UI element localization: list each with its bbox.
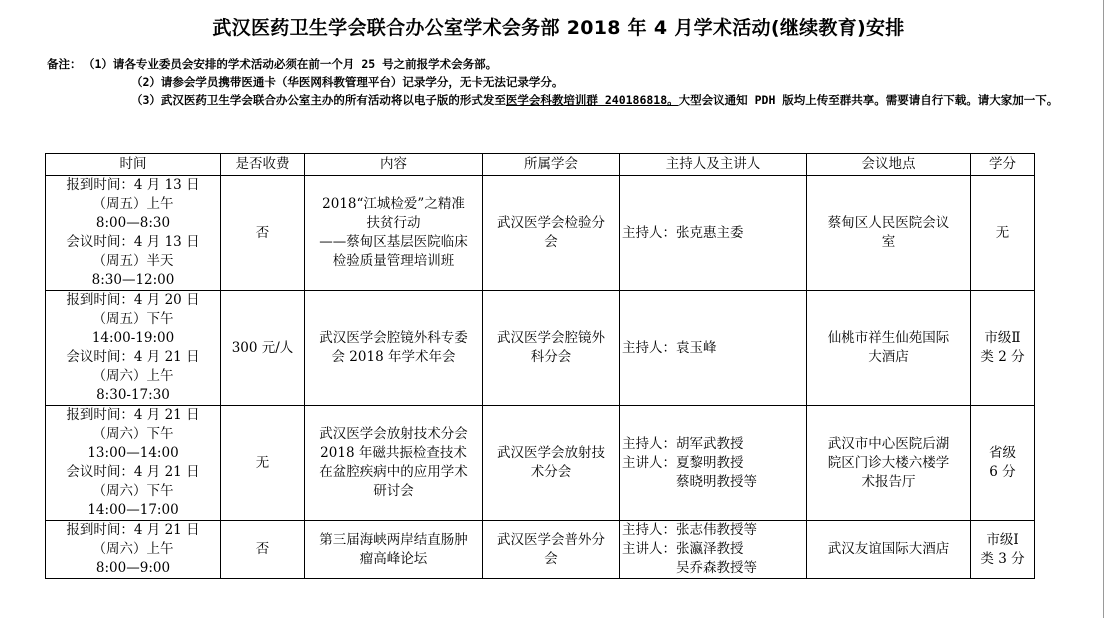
time-cell <box>46 291 221 406</box>
page-edge-line <box>1103 0 1104 618</box>
fee-cell-line: 否 <box>255 224 270 241</box>
venue-cell-line: 术报告厅 <box>861 473 916 490</box>
content-cell-line: 扶贫行动 <box>366 215 421 231</box>
credit-cell-line: 6 分 <box>989 464 1016 480</box>
time-cell-line: 报到时间：4 月 21 日 <box>66 522 200 538</box>
time-cell-line: 8:00—8:30 <box>95 215 171 231</box>
content-cell <box>305 521 483 579</box>
time-cell-line: 会议时间：4 月 21 日 <box>66 349 200 365</box>
society-cell <box>483 176 620 291</box>
notes-label: 备注： <box>47 57 82 71</box>
header-content: 内容 <box>305 154 483 176</box>
table-row <box>46 521 1035 579</box>
fee-cell-line: 无 <box>255 454 270 471</box>
fee-cell-line: 否 <box>255 541 270 557</box>
note-3-group-link: 医学会科教培训群 240186818。 <box>505 93 679 107</box>
time-cell-line: （周六）上午 <box>92 541 174 557</box>
time-cell-line: 报到时间：4 月 21 日 <box>66 407 200 423</box>
society-cell-line: 武汉医学会腔镜外 <box>497 330 605 346</box>
venue-cell <box>807 521 971 579</box>
credit-cell-line: 市级Ⅱ <box>984 330 1021 346</box>
time-cell-line: 13:00—14:00 <box>87 445 179 461</box>
venue-cell-line: 大酒店 <box>868 349 909 365</box>
society-cell-line: 武汉医学会普外分 <box>497 531 605 548</box>
header-society: 所属学会 <box>483 154 620 176</box>
society-cell <box>483 291 620 406</box>
society-cell <box>483 406 620 521</box>
hosts-cell-line: 主持人：袁玉峰 <box>622 339 717 356</box>
society-cell-line: 武汉医学会放射技 <box>497 445 605 461</box>
fee-cell <box>221 291 305 406</box>
content-cell-line: 2018 年磁共振检查技术 <box>320 445 467 461</box>
note-2: （2）请参会学员携带医通卡（华医网科教管理平台）记录学分，无卡无法记录学分。 <box>131 75 564 89</box>
content-cell <box>305 176 483 291</box>
content-cell-line: ——蔡甸区基层医院临床 <box>319 234 468 250</box>
table-header-row <box>46 154 1035 176</box>
society-cell-line: 会 <box>544 234 558 250</box>
content-cell-line: 2018“江城检爱”之精准 <box>322 196 465 212</box>
hosts-cell <box>620 406 807 521</box>
hosts-cell-line: 蔡晓明教授等 <box>622 473 757 490</box>
fee-cell <box>221 406 305 521</box>
note-3 <box>131 92 1091 109</box>
credit-cell <box>971 406 1035 521</box>
content-cell-line: 检验质量管理培训班 <box>332 253 455 269</box>
content-cell-line: 武汉医学会腔镜外科专委 <box>319 330 468 346</box>
table-row <box>46 406 1035 521</box>
venue-cell-line: 武汉友谊国际大酒店 <box>827 541 950 557</box>
header-credit: 学分 <box>971 154 1035 176</box>
fee-cell-line: 300 元/人 <box>231 339 294 356</box>
credit-cell-line: 无 <box>995 224 1010 241</box>
society-cell-line: 术分会 <box>530 464 572 480</box>
note-1: （1）请各专业委员会安排的学术活动必须在前一个月 25 号之前报学术会务部。 <box>83 57 498 71</box>
society-cell-line: 科分会 <box>530 349 572 365</box>
time-cell-line: 8:00—9:00 <box>95 560 171 576</box>
society-cell-line: 会 <box>544 550 558 567</box>
time-cell-line: 8:30—12:00 <box>91 272 175 288</box>
content-cell-line: 会 2018 年学术年会 <box>331 349 456 365</box>
time-cell <box>46 406 221 521</box>
time-cell-line: （周五）上午 <box>92 196 174 212</box>
fee-cell <box>221 521 305 579</box>
time-cell-line: 会议时间：4 月 21 日 <box>66 464 200 480</box>
header-hosts: 主持人及主讲人 <box>620 154 807 176</box>
page-title: 武汉医药卫生学会联合办公室学术会务部 2018 年 4 月学术活动(继续教育)安排 <box>212 17 905 39</box>
content-cell-line: 武汉医学会放射技术分会 <box>319 426 468 442</box>
table-row <box>46 291 1035 406</box>
content-cell-line: 第三届海峡两岸结直肠肿 <box>319 531 468 548</box>
society-cell-line: 武汉医学会检验分 <box>497 215 605 231</box>
time-cell <box>46 521 221 579</box>
hosts-cell-line: 主持人：胡军武教授 <box>622 435 744 452</box>
credit-cell <box>971 521 1035 579</box>
time-cell-line: 报到时间：4 月 13 日 <box>66 177 200 193</box>
credit-cell-line: 省级 <box>989 445 1016 461</box>
header-fee: 是否收费 <box>221 154 305 176</box>
schedule-table <box>45 153 1035 579</box>
hosts-cell-line: 主持人：张克惠主委 <box>622 224 744 241</box>
time-cell-line: 报到时间：4 月 20 日 <box>66 292 200 308</box>
credit-cell-line: 类 3 分 <box>980 550 1025 567</box>
time-cell-line: 14:00—17:00 <box>87 502 179 518</box>
venue-cell <box>807 176 971 291</box>
content-cell-line: 瘤高峰论坛 <box>359 550 428 567</box>
time-cell-line: （周五）下午 <box>92 311 174 327</box>
credit-cell-line: 市级Ⅰ <box>986 531 1019 548</box>
content-cell-line: 在盆腔疾病中的应用学术 <box>319 464 468 480</box>
hosts-cell <box>620 291 807 406</box>
venue-cell-line: 蔡甸区人民医院会议 <box>827 215 950 231</box>
header-venue: 会议地点 <box>807 154 971 176</box>
time-cell-line: 会议时间：4 月 13 日 <box>66 234 200 250</box>
hosts-cell <box>620 521 807 579</box>
venue-cell <box>807 291 971 406</box>
credit-cell-line: 类 2 分 <box>980 349 1025 365</box>
note-3-text-cont: 大型会议通知 PDH 版均上传至群共享。需要请自行下载。请大家加一下。 <box>678 93 1059 107</box>
venue-cell-line: 武汉市中心医院后湖 <box>827 435 950 452</box>
society-cell <box>483 521 620 579</box>
content-cell <box>305 406 483 521</box>
venue-cell <box>807 406 971 521</box>
header-time: 时间 <box>46 154 221 176</box>
time-cell-line: （周五）半天 <box>92 253 174 269</box>
note-3-text: （3）武汉医药卫生学会联合办公室主办的所有活动将以电子版的形式发至 <box>131 93 506 107</box>
hosts-cell <box>620 176 807 291</box>
hosts-cell-line: 主持人：张志伟教授等 <box>622 522 757 538</box>
venue-cell-line: 室 <box>881 234 896 250</box>
time-cell-line: （周六）下午 <box>92 426 174 442</box>
content-cell-line: 研讨会 <box>373 483 414 499</box>
time-cell-line: （周六）上午 <box>92 368 174 384</box>
venue-cell-line: 仙桃市祥生仙苑国际 <box>827 330 950 346</box>
credit-cell <box>971 176 1035 291</box>
content-cell <box>305 291 483 406</box>
venue-cell-line: 院区门诊大楼六楼学 <box>827 454 950 471</box>
hosts-cell-line: 主讲人：张瀛泽教授 <box>622 541 744 557</box>
fee-cell <box>221 176 305 291</box>
time-cell-line: （周六）下午 <box>92 483 174 499</box>
table-row <box>46 176 1035 291</box>
time-cell <box>46 176 221 291</box>
time-cell-line: 8:30-17:30 <box>96 387 170 403</box>
hosts-cell-line: 吴乔森教授等 <box>622 560 757 576</box>
credit-cell <box>971 291 1035 406</box>
time-cell-line: 14:00-19:00 <box>91 330 175 346</box>
hosts-cell-line: 主讲人：夏黎明教授 <box>622 454 744 471</box>
